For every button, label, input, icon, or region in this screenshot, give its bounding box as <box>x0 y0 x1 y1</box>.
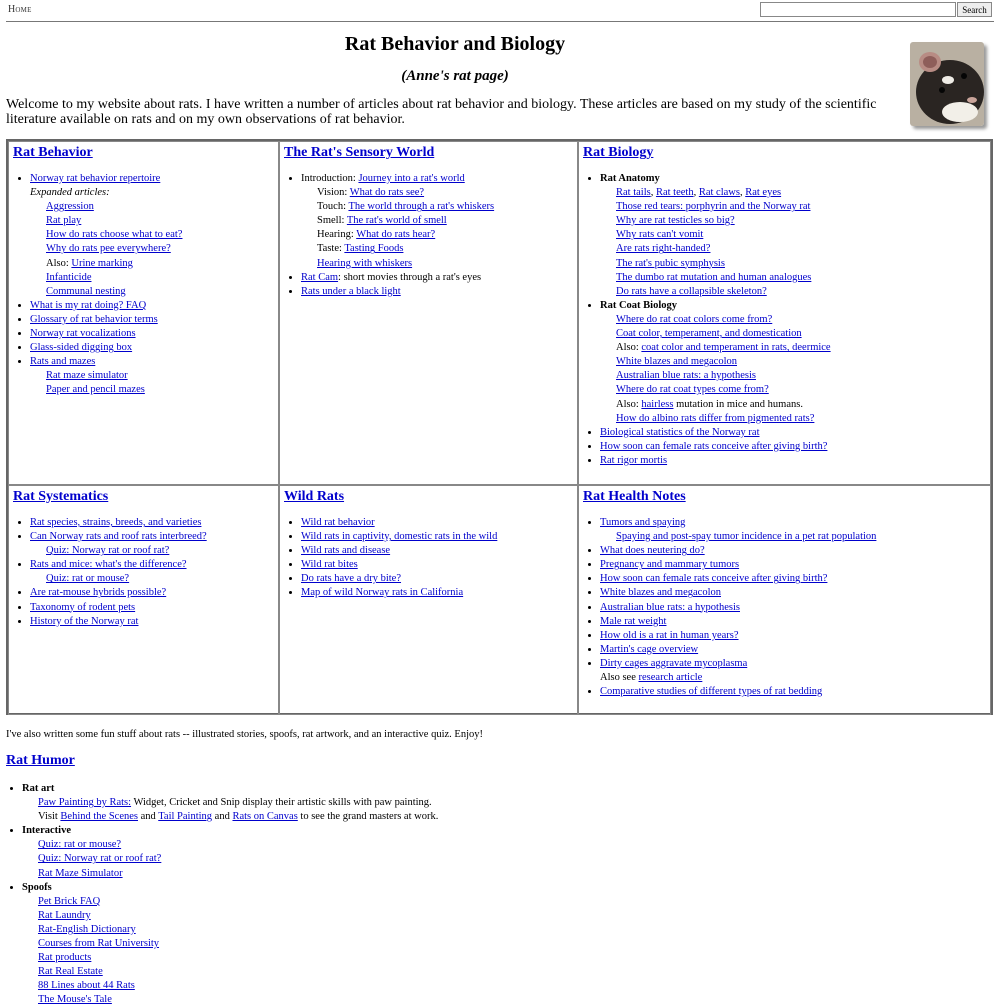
rat-laundry-link[interactable]: Rat Laundry <box>38 909 91 921</box>
quiz-mouse-link[interactable]: Quiz: rat or mouse? <box>46 573 130 585</box>
list-item <box>30 615 207 629</box>
maze-simulator-link[interactable]: Rat maze simulator <box>46 370 128 382</box>
paw-painting-link[interactable]: Paw Painting by Rats: <box>38 797 132 809</box>
visit-text: Visit <box>38 811 61 823</box>
whiskers-hearing-link[interactable]: Hearing with whiskers <box>317 257 413 269</box>
touch-label: Touch: <box>317 201 347 213</box>
also-label: Also: <box>46 257 69 269</box>
dumbo-link[interactable]: The dumbo rat mutation and human analogues <box>616 271 812 283</box>
list-item <box>22 782 438 824</box>
rat-products-link[interactable]: Rat products <box>38 952 92 964</box>
rat-art-subheading: Rat art <box>22 783 55 794</box>
species-link[interactable]: Rat species, strains, breeds, and varieties <box>30 517 202 528</box>
hearing-label: Hearing: <box>317 229 354 241</box>
also-label: Also: <box>616 398 639 410</box>
red-tears-link[interactable]: Those red tears: porphyrin and the Norway rat <box>616 201 811 213</box>
home-link[interactable]: Home <box>8 4 32 15</box>
list-item <box>30 355 182 397</box>
taxonomy-link[interactable]: Taxonomy of rodent pets <box>30 601 136 613</box>
pee-everywhere-link[interactable]: Why do rats pee everywhere? <box>46 243 171 255</box>
list-item <box>600 544 876 558</box>
list-item <box>30 558 207 586</box>
list-item <box>301 558 497 572</box>
cell-wild-rats <box>279 485 578 715</box>
captivity-link[interactable]: Wild rats in captivity, domestic rats in the wild <box>301 531 498 543</box>
health-list <box>583 516 876 699</box>
touch-link[interactable]: The world through a rat's whiskers <box>348 201 495 213</box>
taste-link[interactable]: Tasting Foods <box>344 243 404 255</box>
list-item <box>30 341 182 355</box>
real-estate-link[interactable]: Rat Real Estate <box>38 966 103 978</box>
tails-link[interactable]: Rat tails <box>616 187 651 199</box>
list-item <box>600 426 831 440</box>
list-item <box>301 530 497 544</box>
coat-types-link[interactable]: Where do rat coat types come from? <box>616 384 769 396</box>
list-item <box>301 271 494 285</box>
cell-rat-systematics <box>8 485 279 715</box>
rigor-mortis-link[interactable]: Rat rigor mortis <box>600 454 668 466</box>
rat-photo <box>910 42 984 126</box>
search-input[interactable] <box>760 2 956 17</box>
skeleton-link[interactable]: Do rats have a collapsible skeleton? <box>616 285 767 297</box>
journey-link[interactable]: Journey into a rat's world <box>358 173 465 184</box>
interbreed-link[interactable]: Can Norway rats and roof rats interbreed? <box>30 531 207 543</box>
list-item: • Rat Anatomy Rat tails, Rat teeth, Rat claws, Rat eyes Those red tears: porphyrin and the Norway rat Why are rat testicles so big? Why rats can't vomit Are rats right-handed? The rat's pubic symphysis The dumbo rat mutation and human analogues Do rats have a collapsible skeleton? <box>600 172 831 299</box>
and-text: and <box>212 811 233 823</box>
list-item <box>301 172 494 271</box>
bio-stats-link[interactable]: Biological statistics of the Norway rat <box>600 426 760 438</box>
rat-humor-heading[interactable]: Rat Humor <box>6 753 75 768</box>
interactive-subheading: Interactive <box>22 825 71 837</box>
wild-rats-list <box>284 516 497 601</box>
health-heading[interactable]: Rat Health Notes <box>583 489 686 504</box>
vision-link[interactable]: What do rats see? <box>349 187 425 199</box>
list-item <box>600 572 876 586</box>
deermice-link[interactable]: coat color and temperament in rats, deermice <box>641 342 831 354</box>
list-item <box>301 516 497 530</box>
taste-label: Taste: <box>317 243 342 255</box>
also-see-label: Also see <box>600 672 639 684</box>
cell-sensory-world <box>279 141 578 485</box>
page-subtitle: (Anne's rat page) <box>401 68 509 84</box>
cell-rat-biology <box>578 141 991 485</box>
quiz-roof-rat-link[interactable]: Quiz: Norway rat or roof rat? <box>46 545 170 557</box>
list-item <box>30 586 207 600</box>
rat-cam-link[interactable]: Rat Cam <box>301 271 339 283</box>
spaying-link[interactable]: Spaying and post-spay tumor incidence in a pet rat population <box>616 531 877 543</box>
list-item <box>301 285 494 299</box>
list-item <box>30 530 207 558</box>
coat-colors-link[interactable]: Where do rat coat colors come from? <box>616 313 773 325</box>
glossary-link[interactable]: Glossary of rat behavior terms <box>30 313 158 325</box>
pubic-symphysis-link[interactable]: The rat's pubic symphysis <box>616 257 725 269</box>
list-item <box>600 615 876 629</box>
list-item <box>600 516 876 544</box>
paw-painting-text: Widget, Cricket and Snip display their artistic skills with paw painting. <box>131 797 432 809</box>
behavior-repertoire-link[interactable]: Norway rat behavior repertoire <box>30 173 161 184</box>
human-years-link[interactable]: How old is a rat in human years? <box>600 629 739 641</box>
right-handed-link[interactable]: Are rats right-handed? <box>616 243 711 255</box>
rat-biology-heading[interactable]: Rat Biology <box>583 145 654 160</box>
rats-mice-link[interactable]: Rats and mice: what's the difference? <box>30 559 187 571</box>
testicles-link[interactable]: Why are rat testicles so big? <box>616 215 735 227</box>
list-item <box>600 601 876 615</box>
hybrids-link[interactable]: Are rat-mouse hybrids possible? <box>30 587 167 599</box>
and-text: and <box>138 811 159 823</box>
dictionary-link[interactable]: Rat-English Dictionary <box>38 923 136 935</box>
rat-humor-section <box>6 782 438 1008</box>
smell-label: Smell: <box>317 215 345 227</box>
conceive-link[interactable]: How soon can female rats conceive after giving birth? <box>600 573 828 585</box>
list-item <box>600 454 831 468</box>
sensory-world-heading[interactable]: The Rat's Sensory World <box>284 145 435 160</box>
hairless-link[interactable]: hairless <box>641 398 674 410</box>
also-label: Also: <box>616 342 639 354</box>
white-blazes-link[interactable]: White blazes and megacolon <box>616 356 737 368</box>
anatomy-subheading: Rat Anatomy <box>600 173 660 184</box>
behind-scenes-link[interactable]: Behind the Scenes <box>60 811 138 823</box>
rat-play-link[interactable]: Rat play <box>46 215 82 227</box>
rat-behavior-heading[interactable]: Rat Behavior <box>13 145 93 160</box>
list-item <box>30 601 207 615</box>
infanticide-link[interactable]: Infanticide <box>46 271 92 283</box>
systematics-heading[interactable]: Rat Systematics <box>13 489 109 504</box>
behavior-faq-link[interactable]: What is my rat doing? FAQ <box>30 299 147 311</box>
vocalizations-link[interactable]: Norway rat vocalizations <box>30 328 136 340</box>
spoofs-subheading: Spoofs <box>22 881 52 893</box>
list-item <box>600 586 876 600</box>
paper-mazes-link[interactable]: Paper and pencil mazes <box>46 384 145 396</box>
teeth-link[interactable]: Rat teeth <box>655 187 694 199</box>
list-item <box>600 558 876 572</box>
cell-health-notes <box>578 485 991 715</box>
88-lines-link[interactable]: 88 Lines about 44 Rats <box>38 980 135 992</box>
history-link[interactable]: History of the Norway rat <box>30 615 139 627</box>
systematics-list <box>13 516 207 629</box>
conceive-link[interactable]: How soon can female rats conceive after giving birth? <box>600 440 828 452</box>
quiz-roof-rat-link[interactable]: Quiz: Norway rat or roof rat? <box>38 853 162 865</box>
rats-mazes-link[interactable]: Rats and mazes <box>30 356 96 368</box>
maze-simulator-link[interactable]: Rat Maze Simulator <box>38 867 123 879</box>
bedding-link[interactable]: Comparative studies of different types of rat bedding <box>600 686 823 698</box>
sensory-list <box>284 172 494 299</box>
top-divider <box>6 21 994 22</box>
list-item <box>600 685 876 699</box>
humor-list <box>6 782 438 1008</box>
wild-behavior-link[interactable]: Wild rat behavior <box>301 517 375 528</box>
page-title: Rat Behavior and Biology <box>344 33 566 55</box>
pregnancy-link[interactable]: Pregnancy and mammary tumors <box>600 559 740 571</box>
australian-blue-link[interactable]: Australian blue rats: a hypothesis <box>600 601 740 613</box>
tail-painting-link[interactable]: Tail Painting <box>158 811 213 823</box>
list-item <box>30 299 182 313</box>
biology-list <box>583 172 831 468</box>
neutering-link[interactable]: What does neutering do? <box>600 545 705 557</box>
list-item <box>600 299 831 426</box>
list-item <box>600 643 876 657</box>
list-item <box>30 313 182 327</box>
male-weight-link[interactable]: Male rat weight <box>600 615 667 627</box>
vision-label: Vision: <box>317 187 348 199</box>
grand-masters-text: to see the grand masters at work. <box>297 811 439 823</box>
search-button[interactable]: Search <box>957 2 992 17</box>
vomit-link[interactable]: Why rats can't vomit <box>616 229 704 241</box>
top-bar <box>0 0 1000 22</box>
list-item <box>30 327 182 341</box>
communal-nesting-link[interactable]: Communal nesting <box>46 285 126 297</box>
coat-subheading: Rat Coat Biology <box>600 299 677 311</box>
list-item <box>600 657 876 685</box>
black-light-link[interactable]: Rats under a black light <box>301 285 401 297</box>
list-item <box>30 516 207 530</box>
dry-bite-link[interactable]: Do rats have a dry bite? <box>301 573 402 585</box>
list-item <box>22 824 438 880</box>
quiz-mouse-link[interactable]: Quiz: rat or mouse? <box>38 839 122 851</box>
digging-box-link[interactable]: Glass-sided digging box <box>30 342 133 354</box>
albino-link[interactable]: How do albino rats differ from pigmented rats? <box>616 412 815 424</box>
list-item <box>600 440 831 454</box>
rat-university-link[interactable]: Courses from Rat University <box>38 938 160 950</box>
hairless-text: mutation in mice and humans. <box>673 398 803 410</box>
welcome-text: Welcome to my website about rats. I have written a number of articles about rat behavior and biology. These articles are based on my study of the scientific literature available on rats and on my own observations of rat behavior. <box>6 97 877 127</box>
bites-link[interactable]: Wild rat bites <box>301 559 358 571</box>
list-item <box>600 629 876 643</box>
pet-brick-link[interactable]: Pet Brick FAQ <box>38 895 101 907</box>
wild-rats-heading[interactable]: Wild Rats <box>284 489 345 504</box>
mouse-tale-link[interactable]: The Mouse's Tale <box>38 994 112 1006</box>
aggression-link[interactable]: Aggression <box>46 201 94 213</box>
list-item <box>22 881 438 1008</box>
hearing-link[interactable]: What do rats hear? <box>356 229 436 241</box>
intro-label: Introduction: <box>301 173 356 184</box>
cage-overview-link[interactable]: Martin's cage overview <box>600 643 699 655</box>
list-item <box>30 172 182 299</box>
topics-grid <box>6 139 993 715</box>
eyes-link[interactable]: Rat eyes <box>745 187 782 199</box>
fun-intro-text: I've also written some fun stuff about rats -- illustrated stories, spoofs, rat artwork, and an interactive quiz. Enjoy! <box>6 729 483 740</box>
list-item <box>301 544 497 558</box>
rats-on-canvas-link[interactable]: Rats on Canvas <box>232 811 298 823</box>
rat-behavior-list <box>13 172 182 398</box>
research-article-link[interactable]: research article <box>638 672 703 684</box>
smell-link[interactable]: The rat's world of smell <box>346 215 447 227</box>
temperament-link[interactable]: Coat color, temperament, and domestication <box>616 328 802 340</box>
dirty-cages-link[interactable]: Dirty cages aggravate mycoplasma <box>600 657 748 669</box>
white-blazes-link[interactable]: White blazes and megacolon <box>600 587 721 599</box>
claws-link[interactable]: Rat claws <box>698 187 740 199</box>
disease-link[interactable]: Wild rats and disease <box>301 545 391 557</box>
cell-rat-behavior <box>8 141 279 485</box>
choose-food-link[interactable]: How do rats choose what to eat? <box>46 229 183 241</box>
expanded-articles-label: Expanded articles: <box>30 187 110 199</box>
list-item <box>301 586 497 600</box>
list-item <box>301 572 497 586</box>
tumors-link[interactable]: Tumors and spaying <box>600 517 686 528</box>
rat-cam-text: : short movies through a rat's eyes <box>338 271 482 283</box>
urine-marking-link[interactable]: Urine marking <box>71 257 133 269</box>
australian-blue-link[interactable]: Australian blue rats: a hypothesis <box>616 370 756 382</box>
california-map-link[interactable]: Map of wild Norway rats in California <box>301 587 464 599</box>
